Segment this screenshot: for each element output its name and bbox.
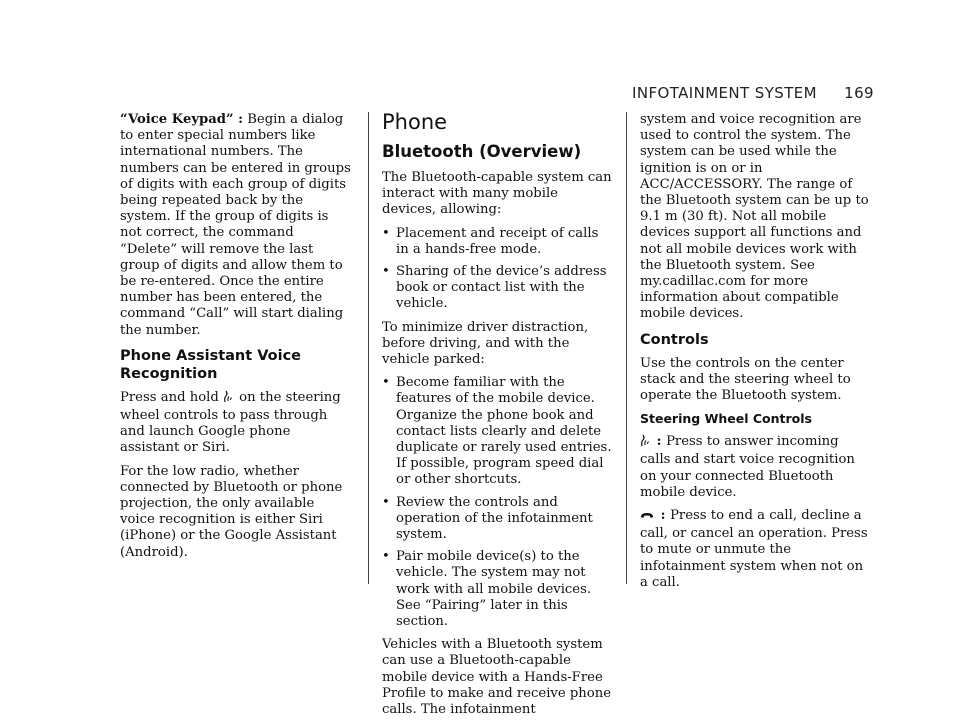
column-divider: [368, 112, 369, 584]
bluetooth-intro: The Bluetooth-capable system can interact with many mobile devices, allowing:: [382, 170, 612, 218]
hfp-paragraph: Vehicles with a Bluetooth system can use a Bluetooth-capable mobile device with a Hands-Free Profile to make and receive phone calls. The infotainment: [382, 637, 612, 718]
controls-heading: Controls: [640, 331, 709, 348]
allow-list: [382, 226, 614, 313]
column-right: [640, 112, 872, 598]
list-item: • Become familiar with the features of the mobile device. Organize the phone book and contact lists clearly and delete duplicate or rarely used entries. If possible, program speed dial or other shortcuts.: [382, 375, 614, 488]
controls-paragraph: Use the controls on the center stack and the steering wheel to operate the Bluetooth system.: [640, 355, 851, 404]
voice-keypad-term: “Voice Keypad” :: [120, 112, 244, 127]
push-to-talk-icon: [640, 434, 650, 452]
list-item: • Placement and receipt of calls in a hands-free mode.: [382, 226, 614, 258]
column-left: [120, 112, 352, 568]
end-call-separator: :: [656, 508, 671, 524]
end-call-icon: [640, 510, 654, 526]
list-item: • Review the controls and operation of the infotainment system.: [382, 495, 614, 544]
distraction-list: [382, 375, 614, 630]
low-radio-paragraph: For the low radio, whether connected by Bluetooth or phone projection, the only available voice recognition is either Siri (iPhone) or the Google Assistant (Android).: [120, 463, 343, 560]
voice-keypad-text: Begin a dialog to enter special numbers like international numbers. The numbers can be entered in groups of digits with each group of digits being repeated back by the system. If the group of digits is not correct, the command “Delete” will remove the last group of digits and allow them to be re-entered. Once the entire number has been entered, the command “Call” will start dialing the number.: [120, 112, 351, 338]
bluetooth-overview-heading: Bluetooth (Overview): [382, 142, 582, 161]
distraction-intro: To minimize driver distraction, before driving, and with the vehicle parked:: [382, 319, 589, 368]
assistant-text-before: Press and hold: [120, 389, 223, 405]
steering-wheel-controls-heading: Steering Wheel Controls: [640, 411, 812, 427]
section-title: INFOTAINMENT SYSTEM: [632, 84, 817, 102]
answer-separator: :: [652, 434, 667, 450]
assistant-text-after: on the steering wheel controls to pass through and launch Google phone assistant or Siri.: [120, 389, 341, 456]
column-middle: [382, 112, 614, 725]
end-call-text: Press to end a call, decline a call, or cancel an operation. Press to mute or unmute the infotainment system when not on a call.: [640, 508, 868, 590]
voice-keypad-paragraph: [120, 112, 352, 339]
continued-paragraph: system and voice recognition are used to control the system. The system can be used while the ignition is on or in ACC/ACCESSORY. The range of the Bluetooth system can be up to 9.1 m (30 ft). Not all mobile devices support all functions and not all mobile devices work with the Bluetooth system. See my.cadillac.com for more information about compatible mobile devices.: [640, 112, 869, 322]
list-item: • Pair mobile device(s) to the vehicle. The system may not work with all mobile devices. See “Pairing” later in this section.: [382, 549, 614, 630]
page-header: [632, 84, 874, 102]
page-number: 169: [844, 84, 874, 102]
phone-heading: Phone: [382, 110, 448, 134]
end-call-paragraph: [640, 508, 872, 591]
answer-text: Press to answer incoming calls and start voice recognition on your connected Bluetooth mobile device.: [640, 434, 855, 500]
list-item: • Sharing of the device’s address book or contact list with the vehicle.: [382, 264, 614, 313]
assistant-heading: Phone Assistant Voice Recognition: [120, 347, 302, 382]
column-divider: [626, 112, 627, 584]
assistant-paragraph: [120, 390, 352, 457]
push-to-talk-icon: [223, 390, 233, 408]
answer-paragraph: [640, 434, 872, 501]
